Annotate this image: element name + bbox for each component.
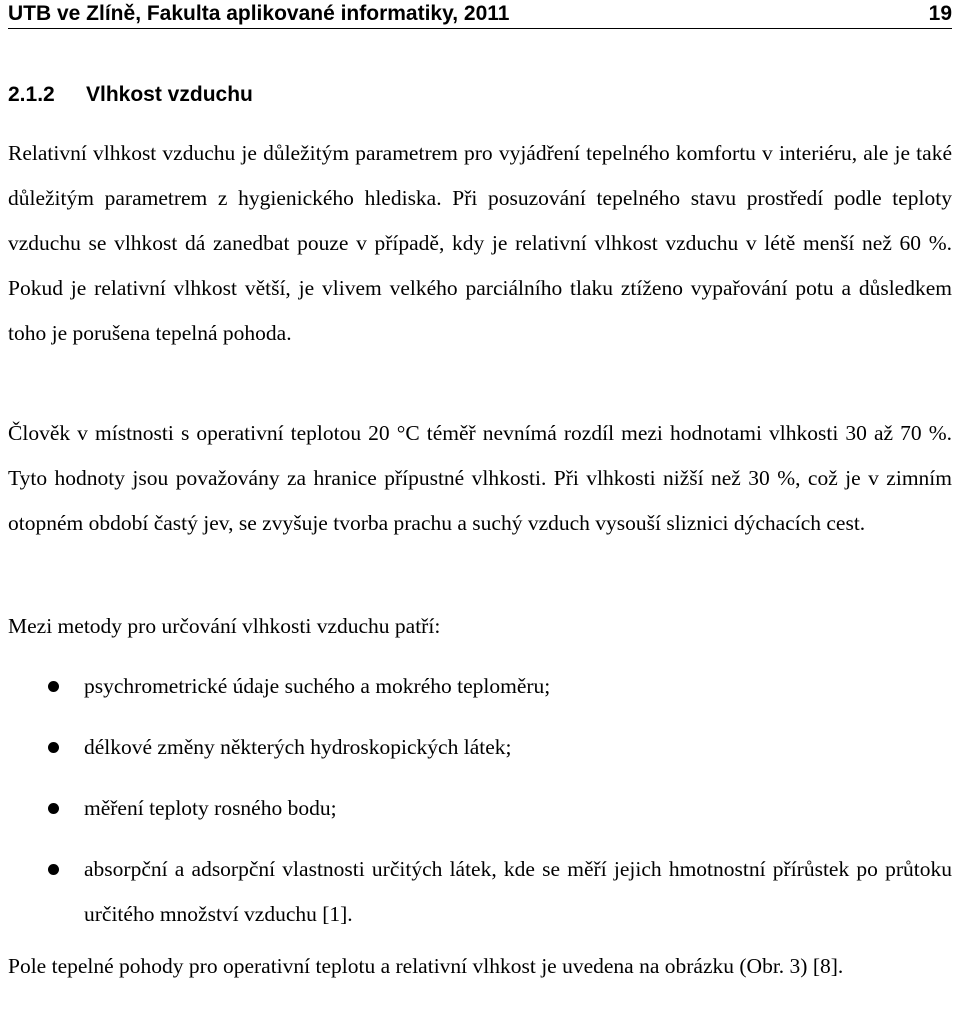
list-item-text: měření teploty rosného bodu; (84, 796, 337, 820)
bullet-icon (48, 864, 59, 875)
bullet-icon (48, 742, 59, 753)
paragraph-relative-humidity: Relativní vlhkost vzduchu je důležitým parametrem pro vyjádření tepelného komfortu v interiéru, ale je také důležitým parametrem z hygienického hlediska. Při posuzování tepelného stavu prostředí podle teploty vzduchu se vlhkost dá zanedbat pouze v případě, kdy je relativní vlhkost vzduchu v létě menší než 60 %. Pokud je relativní vlhkost větší, je vlivem velkého parciálního tlaku ztíženo vypařování potu a důsledkem toho je porušena tepelná pohoda. (8, 141, 952, 345)
document-page (8, 0, 952, 978)
header-title: UTB ve Zlíně, Fakulta aplikované informatiky, 2011 (8, 2, 510, 25)
list-item (8, 786, 952, 831)
list-item (8, 725, 952, 770)
list-item (8, 847, 952, 937)
section-number: 2.1.2 (8, 83, 55, 106)
page-header (8, 0, 952, 29)
list-item-text: psychrometrické údaje suchého a mokrého teploměru; (84, 674, 551, 698)
list-item-text: délkové změny některých hydroskopických látek; (84, 735, 512, 759)
bullet-icon (48, 803, 59, 814)
methods-list (8, 664, 952, 937)
paragraph-methods-intro: Mezi metody pro určování vlhkosti vzduchu patří: (8, 614, 441, 638)
list-item-text: absorpční a adsorpční vlastnosti určitých látek, kde se měří jejich hmotnostní přírůstek po průtoku určitého množství vzduchu [1]. (84, 857, 952, 926)
bullet-icon (48, 681, 59, 692)
section-title: Vlhkost vzduchu (86, 83, 253, 106)
paragraph-figure-reference: Pole tepelné pohody pro operativní teplotu a relativní vlhkost je uvedena na obrázku (Obr. 3) [8]. (8, 954, 844, 978)
section-heading (8, 83, 253, 107)
paragraph-humidity-limits: Člověk v místnosti s operativní teplotou 20 °C téměř nevnímá rozdíl mezi hodnotami vlhkosti 30 až 70 %. Tyto hodnoty jsou považovány za hranice přípustné vlhkosti. Při vlhkosti nižší než 30 %, což je v zimním otopném období častý jev, se zvyšuje tvorba prachu a suchý vzduch vysouší sliznici dýchacích cest. (8, 421, 952, 535)
list-item (8, 664, 952, 709)
page-number: 19 (928, 2, 952, 25)
